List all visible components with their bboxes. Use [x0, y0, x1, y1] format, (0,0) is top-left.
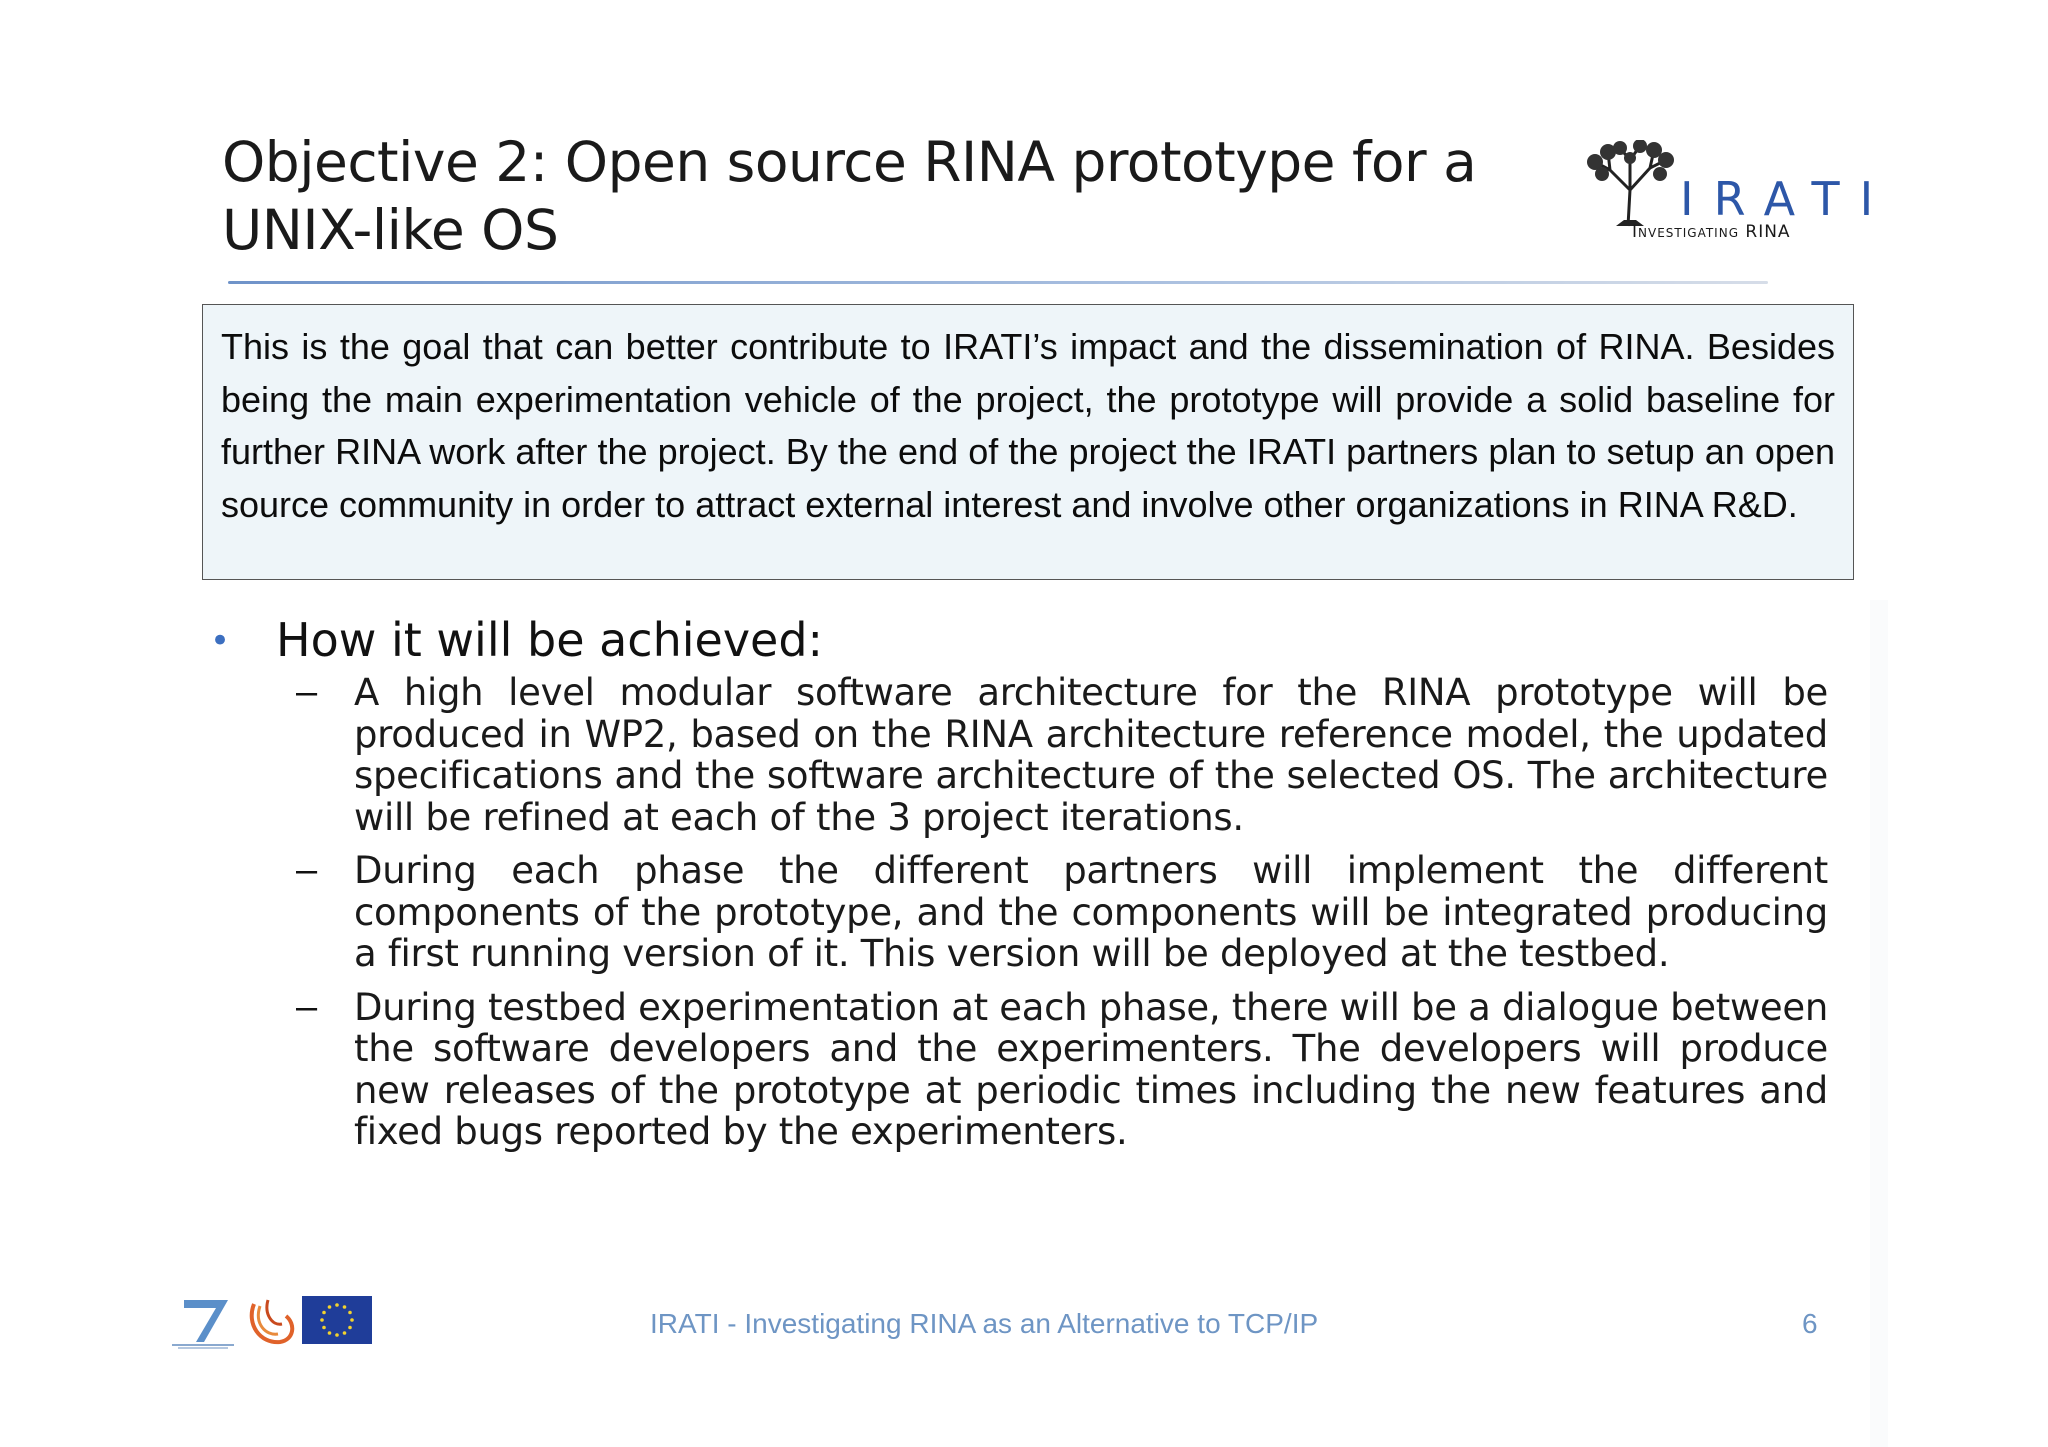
title-line-2: UNIX-like OS: [222, 198, 559, 262]
title-divider: [228, 281, 1768, 284]
goal-text: This is the goal that can better contribute to IRATI’s impact and the dissemination of RINA. Besides being the main experimentation vehicle of the project, the prototype will provide a solid baseline for further RINA work after the project. By the end of the project the IRATI partners plan to setup an open source community in order to attract external interest and involve other organizations in RINA R&D.: [221, 326, 1835, 525]
footer-logos: [170, 1292, 385, 1350]
bullet-heading: [210, 610, 823, 671]
background-shade: [1870, 600, 1888, 1447]
dash-icon: –: [296, 985, 318, 1028]
slide-title: [222, 128, 1592, 264]
logo-subtitle: Investigating RINA: [1632, 222, 1791, 242]
page-number: 6: [1802, 1308, 1818, 1339]
sub-bullet-list: [296, 672, 1828, 1165]
list-item: [296, 987, 1828, 1153]
list-item: [296, 850, 1828, 975]
list-item-text: During each phase the different partners will implement the different components of the prototype, and the components will be integrated producing a first running version of it. This version will be deployed at the testbed.: [354, 849, 1828, 975]
irati-logo: [1580, 140, 1894, 250]
bullet-heading-text: How it will be achieved:: [276, 613, 824, 667]
title-line-1: Objective 2: Open source RINA prototype for a: [222, 130, 1477, 194]
logo-wordmark: IRATI: [1680, 172, 1894, 226]
dash-icon: –: [296, 849, 318, 891]
footer-text: IRATI - Investigating RINA as an Alternative to TCP/IP: [650, 1308, 1319, 1339]
partner-swirl-icon: [246, 1294, 296, 1348]
eu-flag-icon: [302, 1296, 372, 1344]
list-item: [296, 672, 1828, 838]
bullet-dot-icon: •: [210, 621, 231, 661]
tree-icon: [1580, 140, 1680, 230]
goal-box: [202, 304, 1854, 580]
dash-icon: –: [296, 671, 318, 713]
list-item-text: During testbed experimentation at each phase, there will be a dialogue between the software developers and the experimenters. The developers will produce new releases of the prototype at periodic times including the new features and fixed bugs reported by the experimenters.: [354, 985, 1828, 1153]
fp7-logo-icon: [170, 1294, 236, 1350]
list-item-text: A high level modular software architecture for the RINA prototype will be produced in WP2, based on the RINA architecture reference model, the updated specifications and the software architecture of the selected OS. The architecture will be refined at each of the 3 project iterations.: [354, 671, 1828, 839]
